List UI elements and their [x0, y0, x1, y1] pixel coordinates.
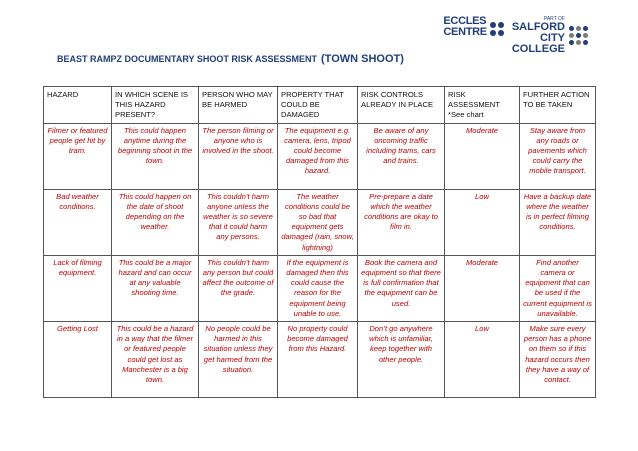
table-header-row — [44, 87, 596, 124]
logo-dot — [569, 26, 574, 31]
cell-hazard: Bad weather conditions. — [44, 189, 112, 255]
cell-further-action: Stay aware from any roads or pavements which could carry the mobile transport. — [520, 123, 596, 189]
header-property-damaged: PROPERTY THAT COULD BE DAMAGED — [278, 87, 358, 124]
cell-further-action: Have a backup date where the weather is in perfect filming conditions. — [520, 189, 596, 255]
table-row — [44, 189, 596, 255]
cell-hazard: Getting Lost — [44, 322, 112, 398]
cell-further-action: Make sure every person has a phone on them so if this hazard occurs then they have a way of contact. — [520, 322, 596, 398]
header-risk-assessment: RISK ASSESSMENT *See chart — [445, 87, 520, 124]
cell-hazard: Filmer or featured people get hit by tram. — [44, 123, 112, 189]
logos — [443, 16, 588, 55]
header-further-action: FURTHER ACTION TO BE TAKEN — [520, 87, 596, 124]
header-scene: IN WHICH SCENE IS THIS HAZARD PRESENT? — [112, 87, 199, 124]
cell-person-harmed: This couldn’t harm any person but could affect the outcome of the grade. — [199, 255, 278, 321]
document-title — [57, 53, 404, 65]
salford-dots-icon — [569, 26, 588, 45]
eccles-centre-logo — [443, 16, 503, 38]
document-title-main: BEAST RAMPZ DOCUMENTARY SHOOT RISK ASSESSMENT — [57, 54, 318, 64]
logo-dot — [569, 33, 574, 38]
logo-dot — [583, 40, 588, 45]
logo-dot — [583, 33, 588, 38]
cell-risk-assessment: Low — [445, 189, 520, 255]
cell-risk-controls: Book the camera and equipment so that there is full confirmation that the equipment can be used. — [358, 255, 445, 321]
logo-dot — [576, 40, 581, 45]
salford-city-college-logo — [512, 16, 588, 55]
cell-risk-controls: Pre-prepare a date which the weather conditions are okay to film in. — [358, 189, 445, 255]
header-hazard: HAZARD — [44, 87, 112, 124]
table-row — [44, 322, 596, 398]
eccles-logo-line1: ECCLES — [443, 15, 487, 27]
cell-risk-assessment: Moderate — [445, 123, 520, 189]
cell-risk-assessment: Moderate — [445, 255, 520, 321]
cell-person-harmed: This couldn’t harm anyone unless the weather is so severe that it could harm any persons. — [199, 189, 278, 255]
table-row — [44, 255, 596, 321]
salford-logo-text — [512, 16, 565, 55]
cell-risk-controls: Don’t go anywhere which is unfamiliar, keep together with other people. — [358, 322, 445, 398]
cell-risk-assessment: Low — [445, 322, 520, 398]
cell-hazard: Lack of filming equipment. — [44, 255, 112, 321]
cell-property-damaged: No property could become damaged from this Hazard. — [278, 322, 358, 398]
salford-logo-line1: SALFORD — [511, 21, 565, 33]
cell-property-damaged: The equipment e.g. camera, lens, tripod could become damaged from this hazard. — [278, 123, 358, 189]
logo-dot — [576, 33, 581, 38]
cell-scene: This could happen anytime during the beginning shoot in the town. — [112, 123, 199, 189]
header-person-harmed: PERSON WHO MAY BE HARMED — [199, 87, 278, 124]
cell-scene: This could be a major hazard and can occur at any valuable shooting time. — [112, 255, 199, 321]
logo-dot — [576, 26, 581, 31]
logo-dot — [583, 26, 588, 31]
salford-logo-line2: CITY — [539, 32, 565, 44]
document-title-suffix: (TOWN SHOOT) — [321, 53, 404, 65]
eccles-dots-icon — [490, 22, 504, 36]
table-row — [44, 123, 596, 189]
eccles-logo-text — [443, 16, 486, 38]
cell-risk-controls: Be aware of any oncoming traffic including trams, cars and trains. — [358, 123, 445, 189]
cell-person-harmed: The person filming or anyone who is involved in the shoot. — [199, 123, 278, 189]
eccles-logo-line2: CENTRE — [443, 26, 487, 38]
cell-scene: This could be a hazard in a way that the filmer or featured people could get lost as Manchester is a big town. — [112, 322, 199, 398]
salford-logo-part-of: PART OF — [543, 16, 565, 22]
cell-person-harmed: No people could be harmed in this situation unless they get harmed from the situation. — [199, 322, 278, 398]
cell-scene: This could happen on the date of shoot depending on the weather. — [112, 189, 199, 255]
header-risk-controls: RISK CONTROLS ALREADY IN PLACE — [358, 87, 445, 124]
cell-property-damaged: The weather conditions could be so bad that equipment gets damaged (rain, snow, lightning) — [278, 189, 358, 255]
cell-further-action: Find another camera or equipment that can be used if the current equipment is unavailable. — [520, 255, 596, 321]
salford-logo-line3: COLLEGE — [511, 43, 565, 55]
logo-dot — [569, 40, 574, 45]
risk-assessment-table — [43, 86, 596, 398]
cell-property-damaged: If the equipment is damaged then this could cause the reason for the equipment being unable to use. — [278, 255, 358, 321]
